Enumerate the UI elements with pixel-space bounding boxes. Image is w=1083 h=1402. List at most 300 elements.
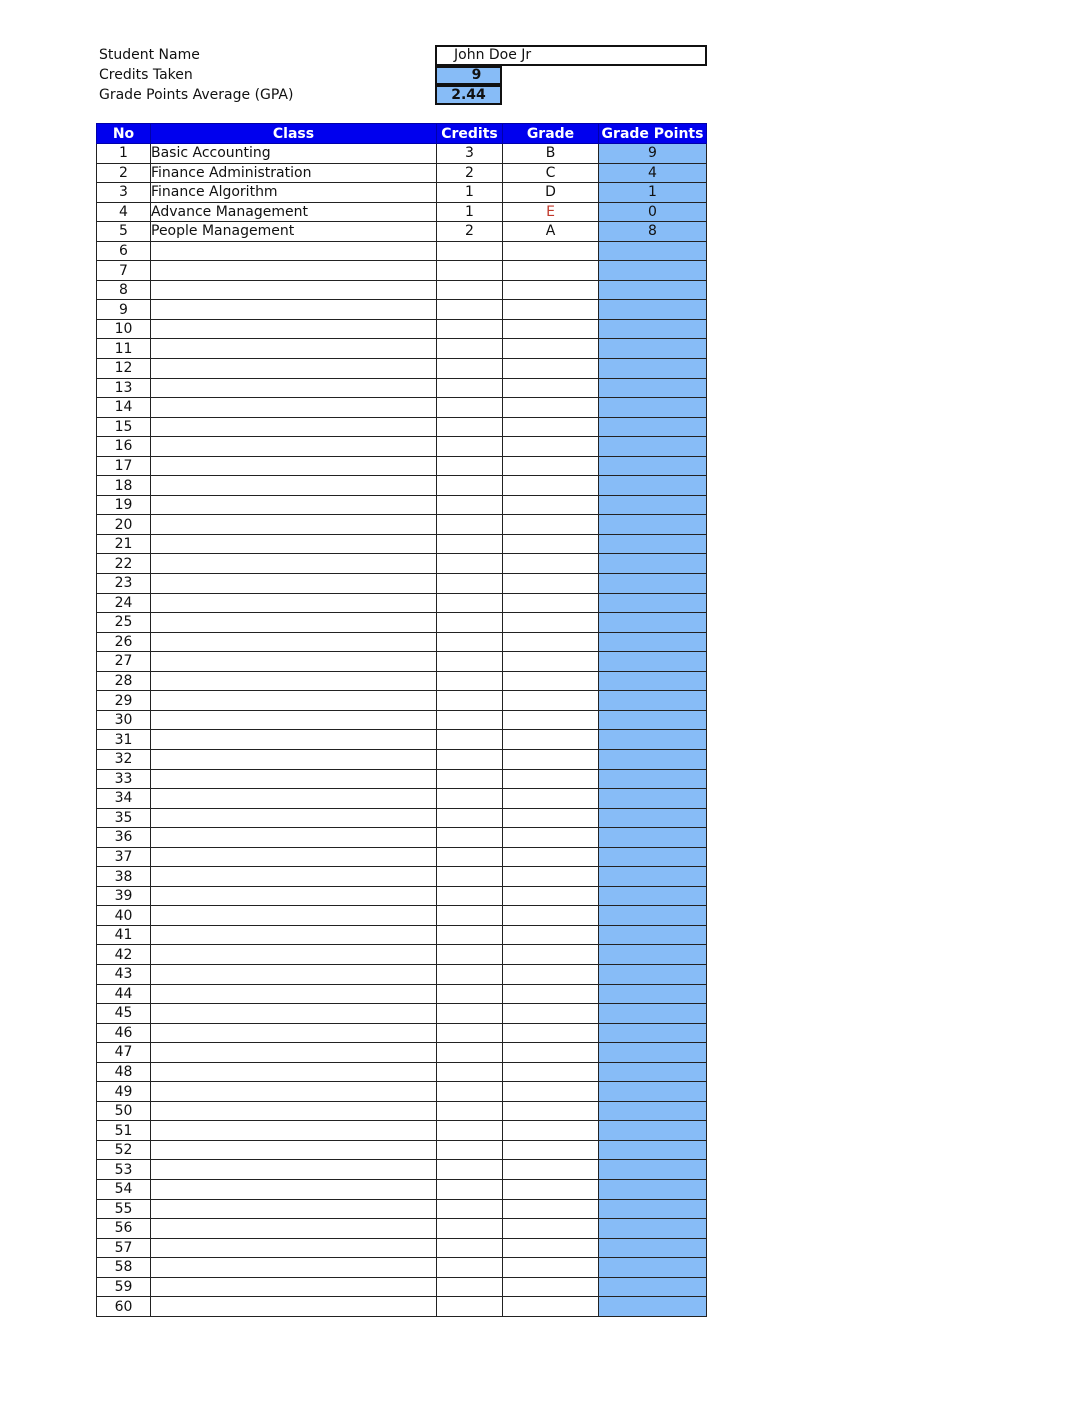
- grade-cell[interactable]: B: [503, 144, 599, 164]
- grade-points-cell: [599, 652, 707, 672]
- class-cell[interactable]: [151, 710, 437, 730]
- grade-points-cell: [599, 1004, 707, 1024]
- credits-cell[interactable]: [437, 964, 503, 984]
- class-cell[interactable]: [151, 456, 437, 476]
- class-cell[interactable]: [151, 534, 437, 554]
- class-cell[interactable]: [151, 691, 437, 711]
- grade-points-cell: [599, 1219, 707, 1239]
- credits-taken-label: Credits Taken: [99, 67, 193, 83]
- grade-cell[interactable]: [503, 319, 599, 339]
- row-number-cell: 60: [97, 1297, 151, 1317]
- grade-cell[interactable]: [503, 984, 599, 1004]
- grade-cell[interactable]: E: [503, 202, 599, 222]
- row-number-cell: 33: [97, 769, 151, 789]
- class-cell[interactable]: [151, 1062, 437, 1082]
- grade-cell[interactable]: [503, 1297, 599, 1317]
- table-row: [97, 1101, 707, 1121]
- grade-points-cell: [599, 945, 707, 965]
- grade-points-cell: [599, 1062, 707, 1082]
- grade-cell[interactable]: D: [503, 183, 599, 203]
- row-number-cell: 4: [97, 202, 151, 222]
- grade-cell[interactable]: [503, 1023, 599, 1043]
- credits-cell[interactable]: [437, 769, 503, 789]
- class-cell[interactable]: [151, 671, 437, 691]
- grade-cell[interactable]: [503, 554, 599, 574]
- table-row: [97, 163, 707, 183]
- grade-cell[interactable]: [503, 378, 599, 398]
- grade-points-cell: [599, 261, 707, 281]
- class-cell[interactable]: [151, 1004, 437, 1024]
- row-number-cell: 42: [97, 945, 151, 965]
- grade-cell[interactable]: [503, 710, 599, 730]
- grade-cell[interactable]: [503, 828, 599, 848]
- table-row: [97, 828, 707, 848]
- grades-table: [96, 123, 707, 1317]
- grade-cell[interactable]: [503, 495, 599, 515]
- table-row: [97, 378, 707, 398]
- grade-cell[interactable]: [503, 789, 599, 809]
- grade-points-cell: [599, 359, 707, 379]
- grade-cell[interactable]: [503, 632, 599, 652]
- grade-points-cell: [599, 456, 707, 476]
- table-row: [97, 632, 707, 652]
- grade-cell[interactable]: [503, 456, 599, 476]
- class-cell[interactable]: Basic Accounting: [151, 144, 437, 164]
- class-cell[interactable]: [151, 476, 437, 496]
- class-cell[interactable]: [151, 280, 437, 300]
- table-row: [97, 652, 707, 672]
- credits-cell[interactable]: [437, 1258, 503, 1278]
- grade-cell[interactable]: A: [503, 222, 599, 242]
- class-cell[interactable]: [151, 808, 437, 828]
- grade-cell[interactable]: [503, 515, 599, 535]
- grade-cell[interactable]: [503, 593, 599, 613]
- credits-cell[interactable]: [437, 730, 503, 750]
- row-number-cell: 53: [97, 1160, 151, 1180]
- grade-cell[interactable]: [503, 1043, 599, 1063]
- class-cell[interactable]: [151, 828, 437, 848]
- row-number-cell: 47: [97, 1043, 151, 1063]
- grade-cell[interactable]: [503, 476, 599, 496]
- grade-points-cell: [599, 1258, 707, 1278]
- grade-points-cell: [599, 1140, 707, 1160]
- credits-cell[interactable]: [437, 574, 503, 594]
- class-cell[interactable]: [151, 574, 437, 594]
- row-number-cell: 39: [97, 886, 151, 906]
- grade-cell[interactable]: [503, 1179, 599, 1199]
- credits-cell[interactable]: [437, 906, 503, 926]
- grade-cell[interactable]: [503, 261, 599, 281]
- class-cell[interactable]: [151, 593, 437, 613]
- grade-points-cell: [599, 495, 707, 515]
- grade-points-cell: [599, 1179, 707, 1199]
- class-cell[interactable]: [151, 906, 437, 926]
- grade-cell[interactable]: [503, 1258, 599, 1278]
- class-cell[interactable]: [151, 769, 437, 789]
- grade-points-cell: [599, 1160, 707, 1180]
- grade-cell[interactable]: [503, 1004, 599, 1024]
- grade-cell[interactable]: [503, 1101, 599, 1121]
- credits-cell[interactable]: [437, 378, 503, 398]
- class-cell[interactable]: [151, 886, 437, 906]
- class-cell[interactable]: [151, 632, 437, 652]
- credits-cell[interactable]: [437, 241, 503, 261]
- row-number-cell: 12: [97, 359, 151, 379]
- credits-cell[interactable]: [437, 261, 503, 281]
- class-cell[interactable]: [151, 515, 437, 535]
- table-row: [97, 867, 707, 887]
- class-cell[interactable]: [151, 1277, 437, 1297]
- credits-cell[interactable]: [437, 1043, 503, 1063]
- grade-cell[interactable]: [503, 339, 599, 359]
- grade-points-cell: [599, 632, 707, 652]
- table-row: [97, 945, 707, 965]
- row-number-cell: 35: [97, 808, 151, 828]
- class-cell[interactable]: [151, 1043, 437, 1063]
- class-cell[interactable]: [151, 652, 437, 672]
- table-row: [97, 964, 707, 984]
- row-number-cell: 25: [97, 613, 151, 633]
- header-credits: Credits: [437, 124, 503, 144]
- table-row: [97, 749, 707, 769]
- table-row: [97, 984, 707, 1004]
- row-number-cell: 15: [97, 417, 151, 437]
- class-cell[interactable]: [151, 1199, 437, 1219]
- credits-cell[interactable]: 3: [437, 144, 503, 164]
- grade-cell[interactable]: [503, 691, 599, 711]
- student-name-label: Student Name: [99, 47, 200, 63]
- table-row: [97, 359, 707, 379]
- credits-cell[interactable]: [437, 749, 503, 769]
- credits-cell[interactable]: [437, 300, 503, 320]
- class-cell[interactable]: [151, 339, 437, 359]
- class-cell[interactable]: Finance Administration: [151, 163, 437, 183]
- credits-cell[interactable]: [437, 671, 503, 691]
- class-cell[interactable]: [151, 398, 437, 418]
- grade-cell[interactable]: [503, 1140, 599, 1160]
- credits-taken-value: 9: [435, 66, 502, 85]
- class-cell[interactable]: [151, 417, 437, 437]
- grade-cell[interactable]: [503, 769, 599, 789]
- class-cell[interactable]: [151, 1140, 437, 1160]
- grade-points-cell: [599, 828, 707, 848]
- credits-cell[interactable]: 1: [437, 202, 503, 222]
- grade-points-cell: [599, 241, 707, 261]
- credits-cell[interactable]: [437, 828, 503, 848]
- grade-points-cell: 4: [599, 163, 707, 183]
- table-row: [97, 671, 707, 691]
- class-cell[interactable]: [151, 261, 437, 281]
- credits-cell[interactable]: [437, 593, 503, 613]
- class-cell[interactable]: [151, 945, 437, 965]
- row-number-cell: 2: [97, 163, 151, 183]
- grade-cell[interactable]: [503, 1062, 599, 1082]
- credits-cell[interactable]: [437, 847, 503, 867]
- credits-cell[interactable]: [437, 1140, 503, 1160]
- table-row: [97, 925, 707, 945]
- class-cell[interactable]: [151, 378, 437, 398]
- grade-points-cell: [599, 476, 707, 496]
- row-number-cell: 45: [97, 1004, 151, 1024]
- class-cell[interactable]: [151, 984, 437, 1004]
- credits-cell[interactable]: [437, 1179, 503, 1199]
- grade-cell[interactable]: [503, 945, 599, 965]
- credits-cell[interactable]: [437, 1199, 503, 1219]
- credits-cell[interactable]: [437, 925, 503, 945]
- credits-cell[interactable]: [437, 1297, 503, 1317]
- class-cell[interactable]: [151, 1258, 437, 1278]
- row-number-cell: 41: [97, 925, 151, 945]
- table-row: [97, 144, 707, 164]
- credits-cell[interactable]: [437, 1062, 503, 1082]
- grade-points-cell: [599, 769, 707, 789]
- table-row: [97, 1160, 707, 1180]
- class-cell[interactable]: [151, 730, 437, 750]
- grade-points-cell: [599, 1297, 707, 1317]
- table-row: [97, 515, 707, 535]
- credits-cell[interactable]: [437, 476, 503, 496]
- header-grade-points: Grade Points: [599, 124, 707, 144]
- row-number-cell: 18: [97, 476, 151, 496]
- class-cell[interactable]: [151, 359, 437, 379]
- row-number-cell: 30: [97, 710, 151, 730]
- credits-cell[interactable]: [437, 652, 503, 672]
- row-number-cell: 17: [97, 456, 151, 476]
- table-header-row: [97, 124, 707, 144]
- credits-cell[interactable]: [437, 886, 503, 906]
- credits-cell[interactable]: 2: [437, 222, 503, 242]
- table-row: [97, 1004, 707, 1024]
- credits-cell[interactable]: [437, 1004, 503, 1024]
- class-cell[interactable]: [151, 613, 437, 633]
- table-row: [97, 691, 707, 711]
- table-row: [97, 769, 707, 789]
- grade-points-cell: [599, 280, 707, 300]
- grade-cell[interactable]: [503, 652, 599, 672]
- table-row: [97, 593, 707, 613]
- class-cell[interactable]: [151, 554, 437, 574]
- grade-cell[interactable]: [503, 1219, 599, 1239]
- table-row: [97, 730, 707, 750]
- table-row: [97, 1258, 707, 1278]
- class-cell[interactable]: Finance Algorithm: [151, 183, 437, 203]
- grade-points-cell: [599, 378, 707, 398]
- credits-cell[interactable]: [437, 1121, 503, 1141]
- grade-cell[interactable]: [503, 359, 599, 379]
- credits-cell[interactable]: [437, 613, 503, 633]
- grade-cell[interactable]: [503, 749, 599, 769]
- table-row: [97, 1297, 707, 1317]
- grade-cell[interactable]: [503, 1121, 599, 1141]
- grade-cell[interactable]: [503, 300, 599, 320]
- table-row: [97, 906, 707, 926]
- table-row: [97, 437, 707, 457]
- credits-cell[interactable]: [437, 632, 503, 652]
- grade-points-cell: [599, 1043, 707, 1063]
- grade-cell[interactable]: [503, 1277, 599, 1297]
- row-number-cell: 40: [97, 906, 151, 926]
- grade-points-cell: [599, 300, 707, 320]
- grade-cell[interactable]: [503, 906, 599, 926]
- class-cell[interactable]: [151, 1219, 437, 1239]
- credits-cell[interactable]: [437, 984, 503, 1004]
- grade-points-cell: [599, 534, 707, 554]
- row-number-cell: 16: [97, 437, 151, 457]
- credits-cell[interactable]: [437, 1101, 503, 1121]
- credits-cell[interactable]: [437, 1082, 503, 1102]
- grade-cell[interactable]: [503, 613, 599, 633]
- header-class: Class: [151, 124, 437, 144]
- credits-cell[interactable]: [437, 398, 503, 418]
- class-cell[interactable]: [151, 1160, 437, 1180]
- grade-points-cell: [599, 1082, 707, 1102]
- credits-cell[interactable]: [437, 1277, 503, 1297]
- row-number-cell: 29: [97, 691, 151, 711]
- class-cell[interactable]: [151, 1121, 437, 1141]
- grade-points-cell: [599, 789, 707, 809]
- grade-cell[interactable]: [503, 1160, 599, 1180]
- grade-points-cell: [599, 574, 707, 594]
- grade-cell[interactable]: [503, 964, 599, 984]
- credits-cell[interactable]: [437, 867, 503, 887]
- credits-cell[interactable]: [437, 945, 503, 965]
- grade-cell[interactable]: [503, 241, 599, 261]
- row-number-cell: 48: [97, 1062, 151, 1082]
- row-number-cell: 14: [97, 398, 151, 418]
- class-cell[interactable]: [151, 437, 437, 457]
- table-row: [97, 1179, 707, 1199]
- grade-cell[interactable]: [503, 398, 599, 418]
- class-cell[interactable]: People Management: [151, 222, 437, 242]
- credits-cell[interactable]: [437, 1023, 503, 1043]
- credits-cell[interactable]: [437, 515, 503, 535]
- row-number-cell: 8: [97, 280, 151, 300]
- row-number-cell: 19: [97, 495, 151, 515]
- grade-cell[interactable]: [503, 925, 599, 945]
- table-row: [97, 886, 707, 906]
- grade-points-cell: [599, 417, 707, 437]
- class-cell[interactable]: [151, 789, 437, 809]
- credits-cell[interactable]: [437, 534, 503, 554]
- class-cell[interactable]: [151, 1297, 437, 1317]
- grade-cell[interactable]: [503, 1238, 599, 1258]
- class-cell[interactable]: [151, 749, 437, 769]
- row-number-cell: 24: [97, 593, 151, 613]
- grade-cell[interactable]: [503, 534, 599, 554]
- row-number-cell: 3: [97, 183, 151, 203]
- credits-cell[interactable]: [437, 359, 503, 379]
- credits-cell[interactable]: [437, 495, 503, 515]
- grade-points-cell: [599, 613, 707, 633]
- table-row: [97, 222, 707, 242]
- grade-points-cell: [599, 1238, 707, 1258]
- row-number-cell: 46: [97, 1023, 151, 1043]
- class-cell[interactable]: [151, 1082, 437, 1102]
- row-number-cell: 31: [97, 730, 151, 750]
- row-number-cell: 23: [97, 574, 151, 594]
- class-cell[interactable]: [151, 495, 437, 515]
- row-number-cell: 58: [97, 1258, 151, 1278]
- table-row: [97, 476, 707, 496]
- row-number-cell: 49: [97, 1082, 151, 1102]
- grade-points-cell: [599, 710, 707, 730]
- row-number-cell: 51: [97, 1121, 151, 1141]
- credits-cell[interactable]: [437, 691, 503, 711]
- credits-cell[interactable]: [437, 417, 503, 437]
- credits-cell[interactable]: [437, 456, 503, 476]
- class-cell[interactable]: [151, 1179, 437, 1199]
- grade-cell[interactable]: [503, 847, 599, 867]
- row-number-cell: 52: [97, 1140, 151, 1160]
- grade-cell[interactable]: [503, 886, 599, 906]
- class-cell[interactable]: [151, 925, 437, 945]
- credits-cell[interactable]: [437, 319, 503, 339]
- class-cell[interactable]: [151, 964, 437, 984]
- credits-cell[interactable]: [437, 710, 503, 730]
- table-row: [97, 319, 707, 339]
- table-row: [97, 456, 707, 476]
- grade-cell[interactable]: [503, 808, 599, 828]
- grade-cell[interactable]: [503, 280, 599, 300]
- grade-cell[interactable]: [503, 1199, 599, 1219]
- table-row: [97, 280, 707, 300]
- student-name-field[interactable]: John Doe Jr: [435, 45, 707, 66]
- credits-cell[interactable]: [437, 554, 503, 574]
- class-cell[interactable]: [151, 1238, 437, 1258]
- credits-cell[interactable]: [437, 789, 503, 809]
- credits-cell[interactable]: [437, 1160, 503, 1180]
- table-row: [97, 241, 707, 261]
- credits-cell[interactable]: [437, 1219, 503, 1239]
- grade-cell[interactable]: [503, 730, 599, 750]
- class-cell[interactable]: [151, 1023, 437, 1043]
- grade-cell[interactable]: [503, 867, 599, 887]
- grade-cell[interactable]: C: [503, 163, 599, 183]
- credits-cell[interactable]: [437, 1238, 503, 1258]
- credits-cell[interactable]: 2: [437, 163, 503, 183]
- class-cell[interactable]: [151, 241, 437, 261]
- grade-cell[interactable]: [503, 437, 599, 457]
- grade-cell[interactable]: [503, 574, 599, 594]
- row-number-cell: 26: [97, 632, 151, 652]
- table-row: [97, 300, 707, 320]
- header-grade: Grade: [503, 124, 599, 144]
- grade-cell[interactable]: [503, 1082, 599, 1102]
- credits-cell[interactable]: [437, 280, 503, 300]
- class-cell[interactable]: [151, 1101, 437, 1121]
- row-number-cell: 21: [97, 534, 151, 554]
- grade-points-cell: 1: [599, 183, 707, 203]
- credits-cell[interactable]: [437, 437, 503, 457]
- credits-cell[interactable]: [437, 339, 503, 359]
- class-cell[interactable]: [151, 847, 437, 867]
- grade-points-cell: [599, 906, 707, 926]
- table-row: [97, 847, 707, 867]
- credits-cell[interactable]: [437, 808, 503, 828]
- grade-cell[interactable]: [503, 417, 599, 437]
- class-cell[interactable]: [151, 319, 437, 339]
- grade-cell[interactable]: [503, 671, 599, 691]
- credits-cell[interactable]: 1: [437, 183, 503, 203]
- table-row: [97, 1023, 707, 1043]
- class-cell[interactable]: [151, 300, 437, 320]
- class-cell[interactable]: [151, 867, 437, 887]
- table-row: [97, 1082, 707, 1102]
- row-number-cell: 22: [97, 554, 151, 574]
- grade-points-cell: 9: [599, 144, 707, 164]
- class-cell[interactable]: Advance Management: [151, 202, 437, 222]
- row-number-cell: 37: [97, 847, 151, 867]
